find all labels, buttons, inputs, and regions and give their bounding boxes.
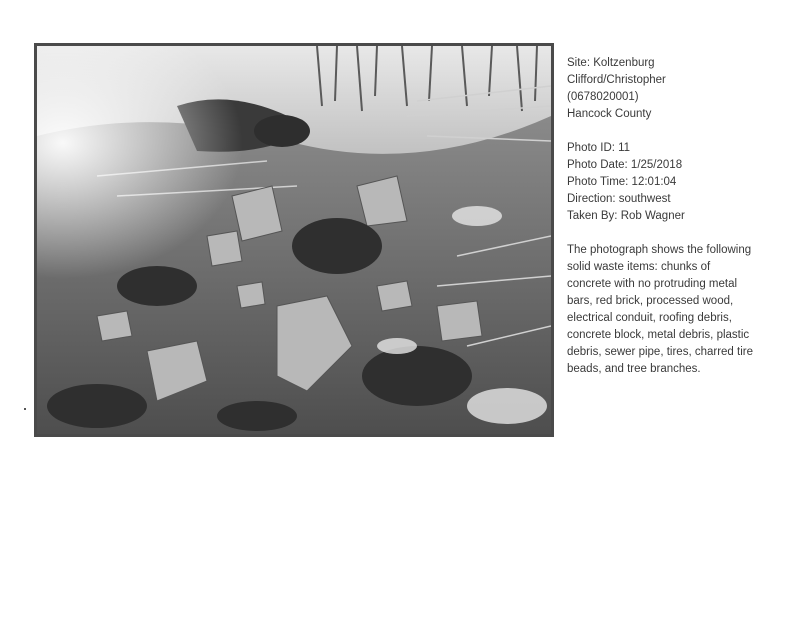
site-name: Site: Koltzenburg bbox=[567, 57, 655, 69]
photo-direction: Direction: southwest bbox=[567, 193, 671, 205]
site-id: (0678020001) bbox=[567, 91, 639, 103]
photo-id: Photo ID: 11 bbox=[567, 142, 631, 154]
photo-image bbox=[37, 46, 551, 434]
photo-date: Photo Date: 1/25/2018 bbox=[567, 159, 683, 171]
owner-name: Clifford/Christopher bbox=[567, 74, 666, 86]
county: Hancock County bbox=[567, 108, 652, 120]
photo-time: Photo Time: 12:01:04 bbox=[567, 176, 677, 188]
site-photo bbox=[34, 43, 554, 437]
photo-caption bbox=[567, 55, 757, 378]
photo-description: The photograph shows the following solid waste items: chunks of concrete with no protruding metal bars, red brick, processed wood, electrical conduit, roofing debris, concrete block, metal debris, plastic debris, sewer pipe, tires, charred tire beads, and tree branches. bbox=[567, 244, 753, 375]
photographer: Taken By: Rob Wagner bbox=[567, 210, 685, 222]
scan-speck bbox=[24, 408, 26, 410]
